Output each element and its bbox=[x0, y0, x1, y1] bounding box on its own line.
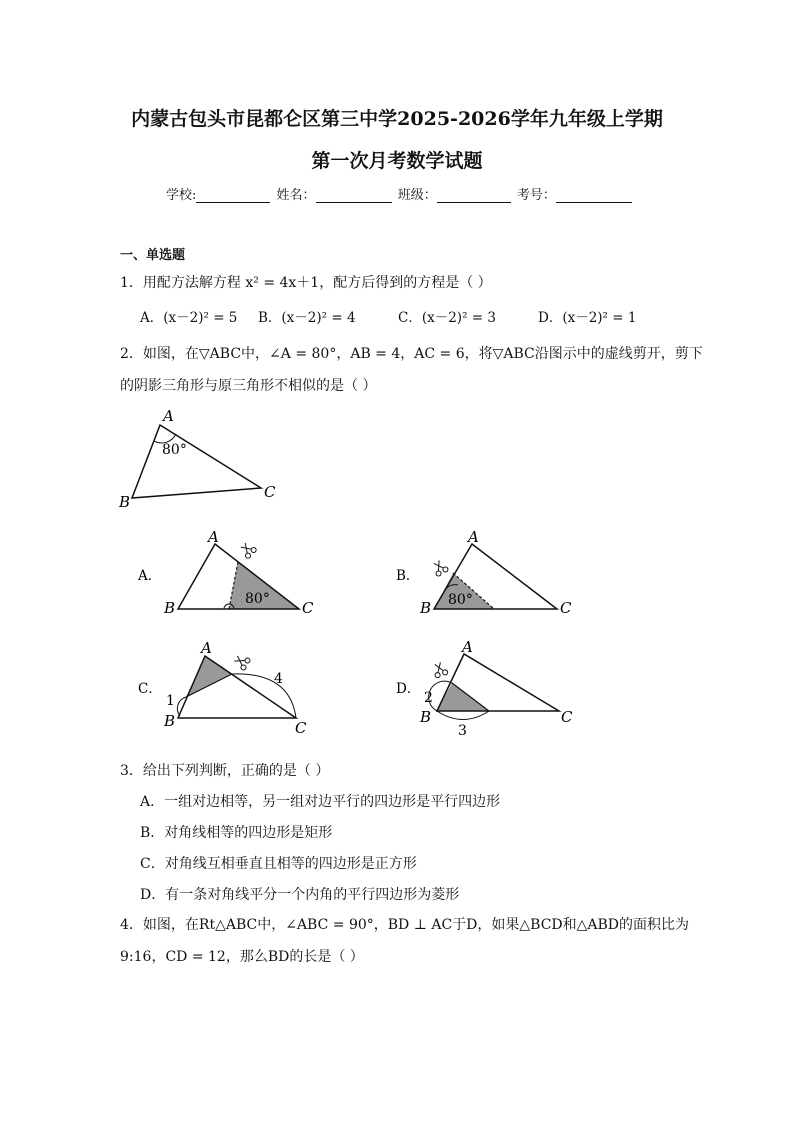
fig-c-label-c: C bbox=[295, 719, 307, 737]
fig-c-label-b: B bbox=[164, 712, 176, 730]
main-label-b: B bbox=[119, 493, 131, 511]
q1-option-a[interactable]: A．(x－2)² = 5 bbox=[140, 310, 238, 326]
fig-d-label-b: B bbox=[420, 708, 432, 726]
q2-option-b-label: B． bbox=[396, 568, 420, 584]
q2-stem-line2: 的阴影三角形与原三角形不相似的是（ ） bbox=[120, 378, 377, 394]
name-label: 姓名： bbox=[276, 188, 316, 203]
fig-b-angle: 80° bbox=[448, 592, 473, 608]
fig-c-length-1: 1 bbox=[166, 693, 175, 709]
q3-stem: 3．给出下列判断，正确的是（ ） bbox=[120, 763, 330, 779]
q1-option-c[interactable]: C．(x－2)² = 3 bbox=[398, 310, 496, 326]
fig-b-scissors-icon bbox=[431, 559, 449, 577]
q1-option-b[interactable]: B．(x－2)² = 4 bbox=[258, 310, 356, 326]
q1-stem: 1．用配方法解方程 x² = 4x＋1，配方后得到的方程是（ ） bbox=[120, 275, 492, 291]
fig-d-length-3: 3 bbox=[458, 723, 467, 739]
q2-figure-a[interactable] bbox=[137, 528, 314, 617]
fig-a-scissors-icon bbox=[238, 540, 257, 559]
q4-stem-line2: 9:16，CD = 12，那么BD的长是（ ） bbox=[120, 949, 364, 965]
fig-b-label-c: C bbox=[560, 599, 572, 617]
section-title: 一、单选题 bbox=[120, 248, 186, 263]
q2-stem-line1: 2．如图，在▽ABC中，∠A = 80°，AB = 4，AC = 6，将▽ABC沿图示中的虚线剪开，剪下 bbox=[120, 346, 703, 362]
main-label-a: A bbox=[163, 407, 174, 425]
fig-a-label-a: A bbox=[208, 528, 219, 546]
exam-title-line2: 第一次月考数学试题 bbox=[311, 150, 483, 172]
q2-option-c-label: C． bbox=[138, 681, 162, 697]
q3-option-c[interactable]: C．对角线互相垂直且相等的四边形是正方形 bbox=[140, 856, 417, 872]
class-label: 班级： bbox=[397, 188, 437, 203]
fig-b-label-b: B bbox=[420, 599, 432, 617]
main-label-c: C bbox=[264, 483, 276, 501]
fig-d-label-a: A bbox=[462, 638, 473, 656]
q3-option-d[interactable]: D．有一条对角线平分一个内角的平行四边形为菱形 bbox=[140, 887, 460, 903]
q3-option-b[interactable]: B．对角线相等的四边形是矩形 bbox=[140, 825, 333, 841]
q3-option-a[interactable]: A．一组对边相等，另一组对边平行的四边形是平行四边形 bbox=[140, 794, 501, 810]
q2-main-triangle bbox=[118, 407, 276, 511]
q2-option-a-label: A． bbox=[138, 568, 162, 584]
main-angle-label: 80° bbox=[162, 442, 187, 458]
fig-c-scissors-icon bbox=[233, 653, 251, 671]
q2-figure-b[interactable] bbox=[396, 528, 572, 617]
fig-d-label-c: C bbox=[561, 708, 573, 726]
fig-b-label-a: A bbox=[468, 528, 479, 546]
fig-a-angle: 80° bbox=[245, 591, 270, 607]
exam-title-line1: 内蒙古包头市昆都仑区第三中学2025-2026学年九年级上学期 bbox=[131, 108, 663, 130]
fig-d-scissors-icon bbox=[431, 661, 448, 678]
number-label: 考号： bbox=[516, 188, 556, 203]
q1-option-d[interactable]: D．(x－2)² = 1 bbox=[538, 310, 637, 326]
fig-c-length-4: 4 bbox=[274, 671, 283, 687]
fig-c-label-a: A bbox=[201, 639, 212, 657]
q4-stem-line1: 4．如图，在Rt△ABC中，∠ABC = 90°，BD ⊥ AC于D，如果△BCD和△ABD的面积比为 bbox=[120, 917, 690, 933]
q2-figure-c[interactable] bbox=[138, 639, 307, 737]
fig-a-label-b: B bbox=[164, 599, 176, 617]
school-label: 学校: bbox=[166, 188, 197, 203]
q2-figure-d[interactable] bbox=[396, 638, 573, 739]
fig-d-length-2: 2 bbox=[424, 690, 433, 706]
q2-option-d-label: D． bbox=[396, 681, 421, 697]
fig-a-label-c: C bbox=[302, 599, 314, 617]
